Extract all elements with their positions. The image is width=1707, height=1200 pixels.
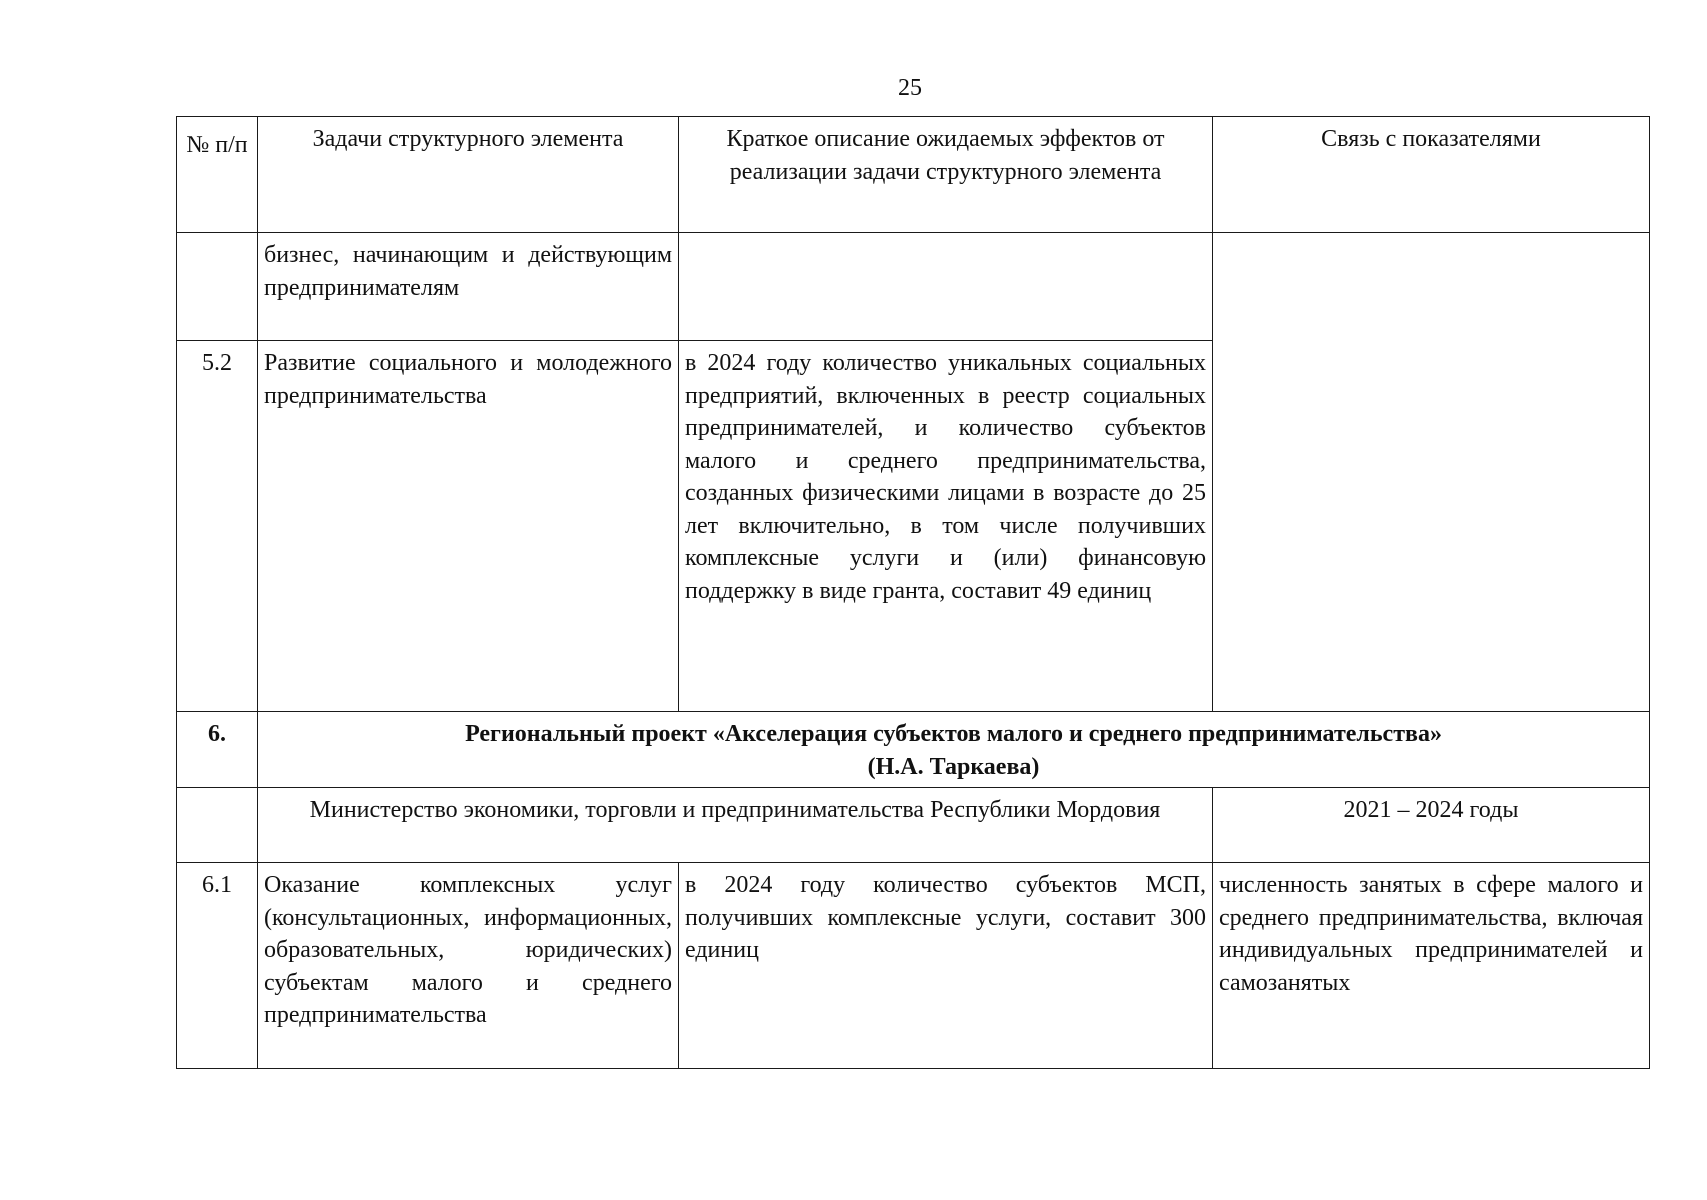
row-number: 5.2 [177, 341, 258, 712]
row-task: Развитие социального и молодежного предпринимательства [258, 341, 679, 712]
responsible-organization: Министерство экономики, торговли и предпринимательства Республики Мордовия [258, 788, 1213, 863]
section-title [258, 712, 1650, 788]
row-task: Оказание комплексных услуг (консультационных, информационных, образовательных, юридических) субъектам малого и среднего предпринимательства [258, 863, 679, 1069]
row-indicators: численность занятых в сфере малого и среднего предпринимательства, включая индивидуальных предпринимателей и самозанятых [1213, 863, 1650, 1069]
responsible-row [177, 788, 1650, 863]
table-row [177, 863, 1650, 1069]
row-description: в 2024 году количество уникальных социальных предприятий, включенных в реестр социальных предпринимателей, и количество субъектов малого и среднего предпринимательства, созданных физическими лицами в возрасте до 25 лет включительно, в том числе получивших комплексные услуги и (или) финансовую поддержку в виде гранта, составит 49 единиц [679, 341, 1213, 712]
table-row [177, 233, 1650, 341]
header-number: № п/п [177, 117, 258, 233]
row-description [679, 233, 1213, 341]
section-title-line1: Региональный проект «Акселерация субъектов малого и среднего предпринимательства» [465, 721, 1442, 747]
row-number: 6.1 [177, 863, 258, 1069]
page-number: 25 [898, 75, 922, 101]
header-description: Краткое описание ожидаемых эффектов от реализации задачи структурного элемента [679, 117, 1213, 233]
section-title-line2: (Н.А. Таркаева) [867, 753, 1040, 780]
row-indicators-empty [1213, 233, 1650, 712]
header-indicators: Связь с показателями [1213, 117, 1650, 233]
row-number [177, 788, 258, 863]
structural-elements-table [176, 116, 1650, 1069]
table-header-row [177, 117, 1650, 233]
section-number: 6. [177, 712, 258, 788]
header-task: Задачи структурного элемента [258, 117, 679, 233]
section-row [177, 712, 1650, 788]
row-description: в 2024 году количество субъектов МСП, получивших комплексные услуги, составит 300 единиц [679, 863, 1213, 1069]
row-task: бизнес, начинающим и действующим предпринимателям [258, 233, 679, 341]
implementation-period: 2021 – 2024 годы [1213, 788, 1650, 863]
row-number [177, 233, 258, 341]
